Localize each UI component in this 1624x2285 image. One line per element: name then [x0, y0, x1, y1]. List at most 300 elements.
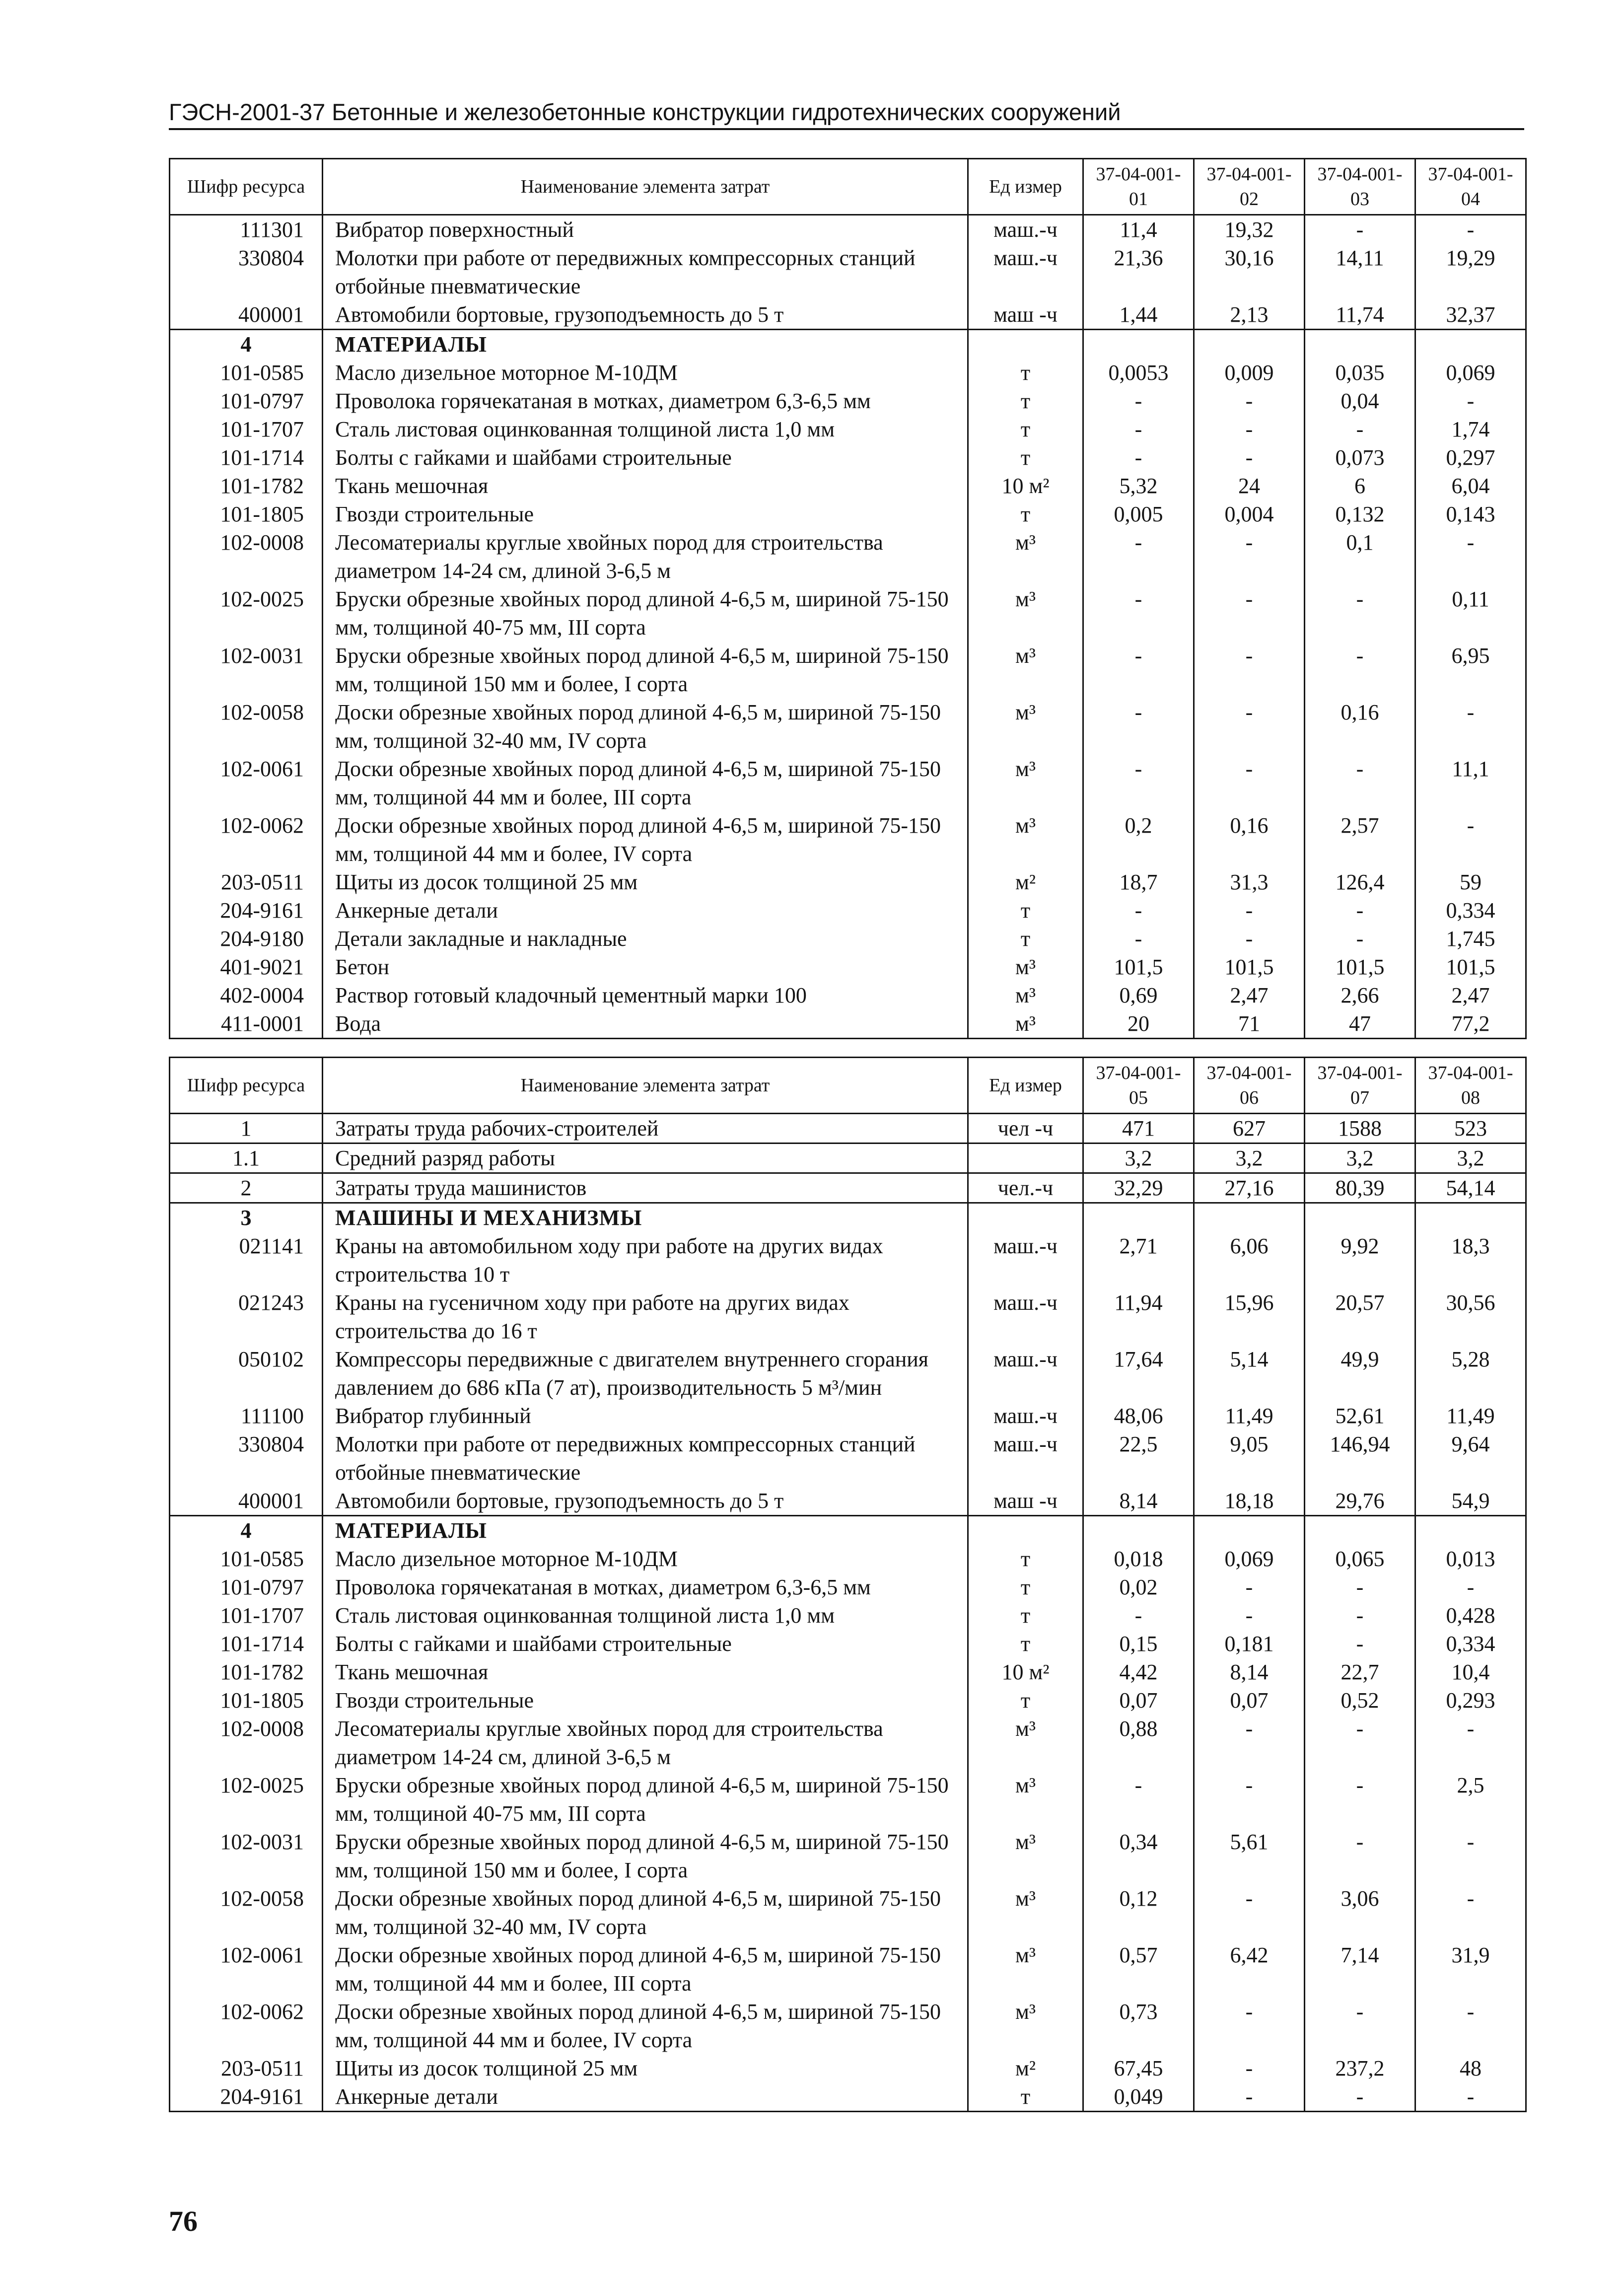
resource-unit: маш -ч	[968, 1487, 1083, 1516]
norm-value: -	[1305, 1714, 1415, 1771]
norm-value: -	[1415, 1828, 1526, 1884]
norm-value: 0,34	[1083, 1828, 1194, 1884]
norm-value: 14,11	[1305, 244, 1415, 300]
table-row	[170, 755, 1526, 811]
resource-code: 102-0061	[170, 755, 323, 811]
norm-value: -	[1194, 443, 1305, 472]
resource-name: Доски обрезные хвойных пород длиной 4-6,5 м, шириной 75-150 мм, толщиной 44 мм и более, IV сорта	[323, 811, 968, 868]
norm-value: -	[1194, 1771, 1305, 1828]
table-row	[170, 1009, 1526, 1039]
norm-value: 48	[1415, 2054, 1526, 2082]
resource-name: Анкерные детали	[323, 896, 968, 925]
resource-unit: м³	[968, 1009, 1083, 1039]
norm-value: 0,132	[1305, 500, 1415, 528]
resource-name: МАТЕРИАЛЫ	[323, 330, 968, 359]
norm-value: -	[1305, 215, 1415, 244]
resource-code: 101-0585	[170, 1545, 323, 1573]
norm-value: 80,39	[1305, 1173, 1415, 1203]
norm-value: 19,32	[1194, 215, 1305, 244]
norm-value	[1194, 330, 1305, 359]
norm-value: 126,4	[1305, 868, 1415, 896]
norm-value: -	[1305, 1771, 1415, 1828]
table-row	[170, 358, 1526, 387]
resource-unit: 10 м²	[968, 1658, 1083, 1686]
norm-value: -	[1194, 925, 1305, 953]
col-header-norm: 37-04-001-06	[1194, 1058, 1305, 1114]
resource-code: 102-0058	[170, 698, 323, 755]
resource-unit: м³	[968, 698, 1083, 755]
table-row	[170, 1402, 1526, 1430]
norm-value	[1194, 1203, 1305, 1232]
resource-code: 102-0025	[170, 585, 323, 642]
norm-value: 0,16	[1305, 698, 1415, 755]
resource-name: Детали закладные и накладные	[323, 925, 968, 953]
norm-value: 18,18	[1194, 1487, 1305, 1516]
resource-unit: м³	[968, 585, 1083, 642]
norm-value	[1415, 1203, 1526, 1232]
table-row	[170, 981, 1526, 1009]
resource-code: 102-0058	[170, 1884, 323, 1941]
norm-value: 31,3	[1194, 868, 1305, 896]
resource-unit: маш.-ч	[968, 1288, 1083, 1345]
resource-unit: м²	[968, 868, 1083, 896]
norm-value: -	[1194, 528, 1305, 585]
norm-value: 101,5	[1083, 953, 1194, 981]
resource-unit: т	[968, 896, 1083, 925]
resource-unit: м³	[968, 528, 1083, 585]
norm-value: 2,13	[1194, 300, 1305, 330]
norm-value: 11,49	[1415, 1402, 1526, 1430]
table-row	[170, 443, 1526, 472]
resource-name: МАТЕРИАЛЫ	[323, 1516, 968, 1545]
table-row	[170, 1573, 1526, 1601]
resource-name: Бруски обрезные хвойных пород длиной 4-6,5 м, шириной 75-150 мм, толщиной 40-75 мм, III сорта	[323, 585, 968, 642]
resource-code: 101-0797	[170, 1573, 323, 1601]
norm-value: 0,04	[1305, 387, 1415, 415]
norm-value: 21,36	[1083, 244, 1194, 300]
norm-value: 6,06	[1194, 1232, 1305, 1288]
resource-code: 203-0511	[170, 2054, 323, 2082]
resource-name: Болты с гайками и шайбами строительные	[323, 1630, 968, 1658]
norm-value: -	[1194, 896, 1305, 925]
resource-name: Бруски обрезные хвойных пород длиной 4-6,5 м, шириной 75-150 мм, толщиной 150 мм и более, I сорта	[323, 1828, 968, 1884]
table-row	[170, 415, 1526, 443]
norm-value: 2,5	[1415, 1771, 1526, 1828]
table-row	[170, 1232, 1526, 1288]
norm-value: -	[1083, 585, 1194, 642]
norm-value: 1,74	[1415, 415, 1526, 443]
norm-value: -	[1415, 2082, 1526, 2112]
resource-unit: чел.-ч	[968, 1173, 1083, 1203]
norm-value: -	[1415, 811, 1526, 868]
resource-name: Сталь листовая оцинкованная толщиной листа 1,0 мм	[323, 1601, 968, 1630]
norm-value	[1083, 330, 1194, 359]
resource-unit: т	[968, 358, 1083, 387]
norm-value: 101,5	[1194, 953, 1305, 981]
norm-value: -	[1415, 215, 1526, 244]
resource-unit: м³	[968, 1828, 1083, 1884]
resource-unit: м³	[968, 1998, 1083, 2054]
resource-code: 102-0062	[170, 1998, 323, 2054]
resource-code: 101-1805	[170, 1686, 323, 1714]
norm-value: 0,143	[1415, 500, 1526, 528]
norm-value	[1194, 1516, 1305, 1545]
resource-unit: т	[968, 1686, 1083, 1714]
resource-code: 101-1782	[170, 472, 323, 500]
resource-unit: маш.-ч	[968, 1430, 1083, 1487]
resource-name: Доски обрезные хвойных пород длиной 4-6,5 м, шириной 75-150 мм, толщиной 32-40 мм, IV сорта	[323, 1884, 968, 1941]
norm-value: 523	[1415, 1114, 1526, 1143]
resource-name: Ткань мешочная	[323, 1658, 968, 1686]
resource-name: Вибратор поверхностный	[323, 215, 968, 244]
table-row	[170, 868, 1526, 896]
norm-value: 52,61	[1305, 1402, 1415, 1430]
norm-value: 49,9	[1305, 1345, 1415, 1402]
resource-unit: м³	[968, 981, 1083, 1009]
table-row	[170, 2082, 1526, 2112]
resource-code: 400001	[170, 1487, 323, 1516]
resource-code: 101-1805	[170, 500, 323, 528]
resource-name: Вода	[323, 1009, 968, 1039]
table-row	[170, 1143, 1526, 1173]
norm-value	[1415, 1516, 1526, 1545]
norm-value	[1305, 1516, 1415, 1545]
table-row	[170, 1487, 1526, 1516]
norm-value: -	[1194, 642, 1305, 698]
resource-name: Проволока горячекатаная в мотках, диаметром 6,3-6,5 мм	[323, 387, 968, 415]
resource-unit: чел -ч	[968, 1114, 1083, 1143]
norm-value: 15,96	[1194, 1288, 1305, 1345]
norm-value: 31,9	[1415, 1941, 1526, 1998]
resource-code: 101-1707	[170, 1601, 323, 1630]
table-row	[170, 1630, 1526, 1658]
table-row	[170, 215, 1526, 244]
norm-value: 0,069	[1194, 1545, 1305, 1573]
norm-value: 22,5	[1083, 1430, 1194, 1487]
table-row	[170, 1173, 1526, 1203]
resource-unit: маш.-ч	[968, 215, 1083, 244]
resource-name: Гвозди строительные	[323, 500, 968, 528]
col-header-name: Наименование элемента затрат	[323, 159, 968, 215]
resource-unit: м³	[968, 1941, 1083, 1998]
resource-code: 102-0008	[170, 528, 323, 585]
norm-value: -	[1415, 1998, 1526, 2054]
norm-value: 17,64	[1083, 1345, 1194, 1402]
resource-unit: м³	[968, 953, 1083, 981]
resource-unit: м³	[968, 1884, 1083, 1941]
resource-name: Гвозди строительные	[323, 1686, 968, 1714]
norm-value: -	[1083, 528, 1194, 585]
table-row	[170, 585, 1526, 642]
resource-unit: м³	[968, 1771, 1083, 1828]
table-header-row	[170, 1058, 1526, 1114]
norm-value: 32,29	[1083, 1173, 1194, 1203]
table-body	[170, 1114, 1526, 2112]
norm-value: -	[1083, 443, 1194, 472]
norm-value: 0,07	[1194, 1686, 1305, 1714]
norm-value: 146,94	[1305, 1430, 1415, 1487]
resource-code: 101-1714	[170, 443, 323, 472]
col-header-code: Шифр ресурса	[170, 1058, 323, 1114]
table-row	[170, 896, 1526, 925]
norm-value: 18,7	[1083, 868, 1194, 896]
norm-value: 0,334	[1415, 1630, 1526, 1658]
table-row	[170, 953, 1526, 981]
resource-unit: маш -ч	[968, 300, 1083, 330]
table-row	[170, 2054, 1526, 2082]
resource-code: 330804	[170, 1430, 323, 1487]
resource-name: Затраты труда машинистов	[323, 1173, 968, 1203]
norm-value: 0,035	[1305, 358, 1415, 387]
norm-value: 0,15	[1083, 1630, 1194, 1658]
resource-unit: т	[968, 415, 1083, 443]
resource-unit: м³	[968, 642, 1083, 698]
norm-value: -	[1194, 585, 1305, 642]
resource-name: Доски обрезные хвойных пород длиной 4-6,5 м, шириной 75-150 мм, толщиной 44 мм и более, III сорта	[323, 755, 968, 811]
resource-code: 203-0511	[170, 868, 323, 896]
norm-value: -	[1083, 755, 1194, 811]
norm-value: -	[1194, 2082, 1305, 2112]
norm-value: 9,05	[1194, 1430, 1305, 1487]
norm-value: 0,69	[1083, 981, 1194, 1009]
norm-value: 32,37	[1415, 300, 1526, 330]
table-row	[170, 1941, 1526, 1998]
norm-value: 3,2	[1305, 1143, 1415, 1173]
col-header-norm: 37-04-001-07	[1305, 1058, 1415, 1114]
norm-value: 6,04	[1415, 472, 1526, 500]
norm-value: 47	[1305, 1009, 1415, 1039]
resource-unit: маш.-ч	[968, 1232, 1083, 1288]
resource-code: 102-0025	[170, 1771, 323, 1828]
norm-value: 0,009	[1194, 358, 1305, 387]
norm-value: 0,02	[1083, 1573, 1194, 1601]
resource-unit	[968, 1143, 1083, 1173]
norm-value: -	[1305, 1573, 1415, 1601]
norm-value: 0,069	[1415, 358, 1526, 387]
resource-name: Краны на гусеничном ходу при работе на других видах строительства до 16 т	[323, 1288, 968, 1345]
norm-value: 0,07	[1083, 1686, 1194, 1714]
resource-unit: м³	[968, 811, 1083, 868]
resource-code: 101-0585	[170, 358, 323, 387]
norm-value: -	[1415, 1714, 1526, 1771]
norm-value: -	[1194, 1601, 1305, 1630]
norm-value: 0,297	[1415, 443, 1526, 472]
norm-value: -	[1415, 528, 1526, 585]
norm-value: 237,2	[1305, 2054, 1415, 2082]
resource-code: 050102	[170, 1345, 323, 1402]
norm-value: 101,5	[1305, 953, 1415, 981]
resource-name: Автомобили бортовые, грузоподъемность до 5 т	[323, 1487, 968, 1516]
resource-name: Лесоматериалы круглые хвойных пород для строительства диаметром 14-24 см, длиной 3-6,5 м	[323, 1714, 968, 1771]
resource-name: Бетон	[323, 953, 968, 981]
resource-name: Краны на автомобильном ходу при работе на других видах строительства 10 т	[323, 1232, 968, 1288]
resource-code: 4	[170, 330, 323, 359]
norm-value: 0,004	[1194, 500, 1305, 528]
table-row	[170, 1884, 1526, 1941]
table-row	[170, 811, 1526, 868]
resource-code: 102-0061	[170, 1941, 323, 1998]
norm-value: -	[1305, 1601, 1415, 1630]
norm-value: 11,74	[1305, 300, 1415, 330]
resource-name: Раствор готовый кладочный цементный марки 100	[323, 981, 968, 1009]
norm-value	[1083, 1516, 1194, 1545]
resource-name: Бруски обрезные хвойных пород длиной 4-6,5 м, шириной 75-150 мм, толщиной 150 мм и более, I сорта	[323, 642, 968, 698]
resource-code: 204-9161	[170, 896, 323, 925]
table-row	[170, 472, 1526, 500]
norm-value: 0,334	[1415, 896, 1526, 925]
norm-value: 4,42	[1083, 1658, 1194, 1686]
resource-code: 101-1707	[170, 415, 323, 443]
resource-unit: т	[968, 387, 1083, 415]
resource-code: 102-0062	[170, 811, 323, 868]
resource-code: 021141	[170, 1232, 323, 1288]
norm-value: 5,28	[1415, 1345, 1526, 1402]
norm-value: -	[1305, 755, 1415, 811]
norm-value: -	[1083, 642, 1194, 698]
norm-value: 0,88	[1083, 1714, 1194, 1771]
norm-value: -	[1194, 1998, 1305, 2054]
resource-code: 101-0797	[170, 387, 323, 415]
resource-name: Бруски обрезные хвойных пород длиной 4-6,5 м, шириной 75-150 мм, толщиной 40-75 мм, III сорта	[323, 1771, 968, 1828]
norm-value: 1588	[1305, 1114, 1415, 1143]
norm-value: 3,2	[1415, 1143, 1526, 1173]
norm-value: 30,56	[1415, 1288, 1526, 1345]
norm-value: -	[1415, 698, 1526, 755]
norm-value: 0,293	[1415, 1686, 1526, 1714]
norm-value: -	[1415, 1573, 1526, 1601]
norm-value: 5,32	[1083, 472, 1194, 500]
norm-value: -	[1194, 755, 1305, 811]
norm-value: 6,42	[1194, 1941, 1305, 1998]
norm-value: 101,5	[1415, 953, 1526, 981]
table-row	[170, 1771, 1526, 1828]
resource-unit: т	[968, 1601, 1083, 1630]
col-header-name: Наименование элемента затрат	[323, 1058, 968, 1114]
resource-code: 102-0031	[170, 642, 323, 698]
norm-value: 0,16	[1194, 811, 1305, 868]
resource-code: 402-0004	[170, 981, 323, 1009]
norm-value: -	[1415, 1884, 1526, 1941]
norm-value: 8,14	[1083, 1487, 1194, 1516]
norm-value: 6,95	[1415, 642, 1526, 698]
norm-value: -	[1305, 1630, 1415, 1658]
resource-name: Масло дизельное моторное М-10ДМ	[323, 1545, 968, 1573]
norm-value: 77,2	[1415, 1009, 1526, 1039]
norm-value: 7,14	[1305, 1941, 1415, 1998]
norm-value: 0,12	[1083, 1884, 1194, 1941]
norm-value: -	[1194, 1714, 1305, 1771]
section-row	[170, 1203, 1526, 1232]
resource-unit	[968, 330, 1083, 359]
resource-code: 102-0031	[170, 1828, 323, 1884]
norm-value: -	[1305, 642, 1415, 698]
resource-code: 4	[170, 1516, 323, 1545]
resource-name: Ткань мешочная	[323, 472, 968, 500]
norm-value: 1,44	[1083, 300, 1194, 330]
col-header-norm: 37-04-001-04	[1415, 159, 1526, 215]
resource-unit: т	[968, 443, 1083, 472]
norm-value: 19,29	[1415, 244, 1526, 300]
table-row	[170, 1601, 1526, 1630]
norm-value: 1,745	[1415, 925, 1526, 953]
norm-value: 0,065	[1305, 1545, 1415, 1573]
norm-value: -	[1305, 925, 1415, 953]
resource-name: Доски обрезные хвойных пород длиной 4-6,5 м, шириной 75-150 мм, толщиной 44 мм и более, III сорта	[323, 1941, 968, 1998]
resource-unit	[968, 1516, 1083, 1545]
table-row	[170, 500, 1526, 528]
norm-value	[1305, 330, 1415, 359]
norm-value: 11,49	[1194, 1402, 1305, 1430]
norm-value: -	[1083, 698, 1194, 755]
norm-value: 2,66	[1305, 981, 1415, 1009]
section-row	[170, 1516, 1526, 1545]
resource-unit: маш.-ч	[968, 244, 1083, 300]
norm-value: 2,47	[1194, 981, 1305, 1009]
norm-value: 67,45	[1083, 2054, 1194, 2082]
norm-value: 5,61	[1194, 1828, 1305, 1884]
norm-value: 0,428	[1415, 1601, 1526, 1630]
norm-value: 627	[1194, 1114, 1305, 1143]
resource-unit: т	[968, 1630, 1083, 1658]
norm-value: 20,57	[1305, 1288, 1415, 1345]
norm-value: -	[1083, 1601, 1194, 1630]
norm-value: -	[1415, 387, 1526, 415]
table-row	[170, 1545, 1526, 1573]
resource-name: Вибратор глубинный	[323, 1402, 968, 1430]
table-row	[170, 642, 1526, 698]
norm-value: -	[1083, 896, 1194, 925]
resource-table-1	[169, 158, 1527, 1039]
norm-value: 0,018	[1083, 1545, 1194, 1573]
norm-value: -	[1305, 2082, 1415, 2112]
norm-value: 27,16	[1194, 1173, 1305, 1203]
norm-value	[1083, 1203, 1194, 1232]
norm-value: -	[1194, 2054, 1305, 2082]
table-row	[170, 244, 1526, 300]
resource-name: Молотки при работе от передвижных компрессорных станций отбойные пневматические	[323, 1430, 968, 1487]
resource-name: Молотки при работе от передвижных компрессорных станций отбойные пневматические	[323, 244, 968, 300]
norm-value: -	[1194, 1884, 1305, 1941]
norm-value: -	[1305, 1828, 1415, 1884]
page-header: ГЭСН-2001-37 Бетонные и железобетонные конструкции гидротехнических сооружений	[169, 97, 1524, 130]
norm-value: 8,14	[1194, 1658, 1305, 1686]
table-row	[170, 1288, 1526, 1345]
resource-code: 2	[170, 1173, 323, 1203]
resource-name: Анкерные детали	[323, 2082, 968, 2112]
resource-code: 1.1	[170, 1143, 323, 1173]
norm-value: 6	[1305, 472, 1415, 500]
resource-code: 401-9021	[170, 953, 323, 981]
resource-unit: т	[968, 925, 1083, 953]
resource-code: 021243	[170, 1288, 323, 1345]
norm-value: 0,0053	[1083, 358, 1194, 387]
resource-name: Масло дизельное моторное М-10ДМ	[323, 358, 968, 387]
resource-unit: м³	[968, 1714, 1083, 1771]
table-row	[170, 1114, 1526, 1143]
resource-name: Щиты из досок толщиной 25 мм	[323, 868, 968, 896]
resource-unit: маш.-ч	[968, 1345, 1083, 1402]
norm-value: 24	[1194, 472, 1305, 500]
table-row	[170, 1345, 1526, 1402]
norm-value: 59	[1415, 868, 1526, 896]
table-row	[170, 1828, 1526, 1884]
resource-code: 1	[170, 1114, 323, 1143]
resource-code: 111100	[170, 1402, 323, 1430]
resource-name: Щиты из досок толщиной 25 мм	[323, 2054, 968, 2082]
norm-value: 9,64	[1415, 1430, 1526, 1487]
norm-value: 0,52	[1305, 1686, 1415, 1714]
norm-value: 10,4	[1415, 1658, 1526, 1686]
